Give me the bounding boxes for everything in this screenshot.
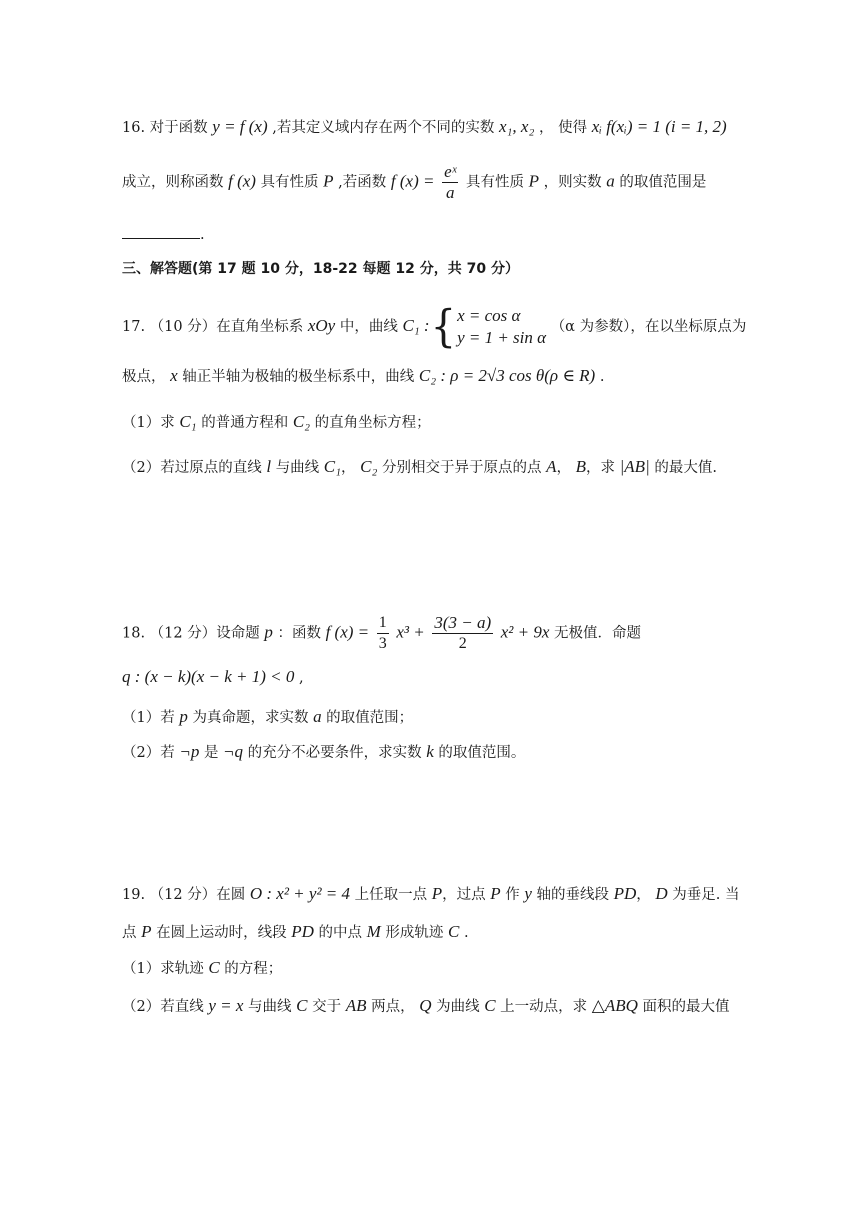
q18-fraction-2: [432, 613, 493, 654]
q17-line2: [122, 366, 604, 387]
answer-blank[interactable]: [122, 224, 200, 239]
q16-math: P: [323, 171, 334, 191]
q19-math: D: [655, 884, 668, 903]
q18-math: ¬p: [179, 742, 200, 761]
q18-math: x³ +: [396, 622, 425, 642]
fraction-numerator: 3(3 − a): [434, 613, 492, 632]
q16-text: 成立，则称函数: [122, 174, 224, 191]
q19-line2: [122, 922, 469, 943]
fraction-denominator: a: [445, 183, 455, 202]
q19-text: 的中点: [318, 925, 362, 941]
q16-text: 的取值范围是: [619, 174, 707, 191]
q17-text: ，: [556, 460, 572, 476]
q16-math: f (x): [228, 171, 256, 191]
q19-text: 上任取一点: [354, 887, 428, 903]
q16-text: .: [200, 227, 205, 243]
q19-line1: [122, 884, 740, 905]
q17-part2: [122, 457, 717, 478]
section-heading: 三、解答题(第 17 题 10 分，18-22 每题 12 分，共 70 分）: [122, 261, 519, 277]
q16-line2: [122, 162, 706, 203]
q17-math: C₁: [179, 412, 197, 431]
q18-text: ,: [294, 670, 304, 686]
q19-text: 面积的最大值: [642, 999, 730, 1015]
q19-text: 在圆上运动时，线段: [156, 925, 287, 941]
q17-text: ，: [341, 460, 356, 476]
q19-text: 作: [505, 887, 520, 903]
q17-text: （1）求: [122, 415, 175, 431]
q18-text: 的取值范围。: [438, 745, 526, 761]
q19-math: y = x: [208, 996, 244, 1015]
q17-text: .: [595, 369, 605, 385]
q18-fraction-1: [377, 613, 389, 654]
q16-text: ， 使得: [539, 120, 588, 136]
q17-text: 的直角坐标方程；: [314, 415, 431, 431]
fraction-numerator: 1: [377, 613, 389, 634]
q19-text: ，: [636, 887, 651, 903]
q17-math: xOy: [307, 316, 336, 335]
q19-text: .: [459, 925, 469, 941]
q16-fraction: [442, 162, 458, 203]
q18-text: （1）若: [122, 710, 175, 726]
q19-math: C: [208, 958, 220, 977]
q19-math: P: [490, 884, 501, 903]
q19-text: 为垂足. 当: [672, 887, 740, 903]
q18-math: k: [426, 742, 434, 761]
q16-math: P: [528, 171, 540, 191]
q17-text: 与曲线: [275, 460, 320, 476]
q17-text: （2）若过原点的直线: [122, 460, 262, 476]
q19-text: （2）若直线: [122, 999, 204, 1015]
q18-text: 无极值．命题: [554, 625, 642, 642]
q19-math: C: [296, 996, 308, 1015]
fraction-denominator: 2: [458, 635, 467, 652]
q17-math: C₂ : ρ = 2√3 cos θ(ρ ∈ R): [418, 366, 596, 385]
q17-math: l: [266, 457, 272, 476]
q18-math: p: [179, 707, 188, 726]
q19-text: 点: [122, 925, 137, 941]
q18-text: 的充分不必要条件，求实数: [247, 745, 422, 761]
q17-text: ，求: [586, 460, 616, 476]
q19-text: 交于: [312, 999, 342, 1015]
q17-math: A: [546, 457, 557, 476]
q19-math: C: [484, 996, 496, 1015]
fraction-numerator: eˣ: [444, 162, 457, 181]
q17-math: x: [170, 366, 178, 385]
q18-math: a: [313, 707, 322, 726]
q16-math: y = f (x): [212, 117, 268, 136]
q17-text: 的最大值.: [654, 460, 717, 476]
q19-math: M: [366, 922, 381, 941]
q19-part2: [122, 996, 729, 1017]
q18-math: q : (x − k)(x − k + 1) < 0: [122, 667, 295, 686]
q17-text: 的普通方程和: [201, 415, 289, 431]
case-line: x = cos α: [457, 306, 521, 325]
q19-math: O : x² + y² = 4: [249, 884, 351, 903]
q17-math: C₁: [323, 457, 342, 476]
q16-line1: [122, 117, 727, 138]
q16-line3: [122, 224, 205, 245]
q19-math: Q: [419, 996, 432, 1015]
q17-part1: [122, 412, 431, 433]
q18-math: x² + 9x: [500, 622, 550, 642]
q17-line1: [122, 301, 747, 353]
q18-line2: [122, 667, 304, 688]
q19-text: 形成轨迹: [385, 925, 444, 941]
q18-line1: [122, 613, 641, 654]
q17-text: 轴正半轴为极轴的极坐标系中，曲线: [182, 369, 415, 385]
q19-math: P: [141, 922, 152, 941]
q16-text: 具有性质: [466, 174, 525, 191]
q19-text: 为曲线: [436, 999, 480, 1015]
q16-text: 16. 对于函数: [122, 120, 208, 136]
q19-math: PD: [613, 884, 637, 903]
q19-math: P: [431, 884, 443, 903]
q18-text: ：函数: [277, 625, 321, 642]
q17-text: 分别相交于异于原点的点: [382, 460, 542, 476]
q17-math: C₁ :: [402, 316, 430, 335]
q16-math: a: [606, 171, 615, 191]
q18-text: 的取值范围；: [326, 710, 414, 726]
q19-text: （1）求轨迹: [122, 961, 204, 977]
q19-text: 19. （12 分）在圆: [122, 887, 246, 903]
q16-math: x₁, x₂: [498, 117, 535, 136]
q19-math: AB: [345, 996, 367, 1015]
q17-math: B: [575, 457, 587, 476]
fraction-denominator: 3: [378, 635, 387, 652]
q19-math: C: [448, 922, 460, 941]
case-line: y = 1 + sin α: [457, 328, 547, 347]
q18-math: p: [264, 622, 273, 642]
q19-text: ，过点: [442, 887, 486, 903]
q16-math: xᵢ f(xᵢ) = 1 (i = 1, 2): [591, 117, 727, 136]
q17-math: C₂: [360, 457, 378, 476]
q19-text: 轴的垂线段: [536, 887, 609, 903]
q17-text: 极点，: [122, 369, 166, 385]
q16-math: f (x) =: [390, 171, 435, 191]
q17-math: |AB|: [619, 457, 650, 476]
q16-text: 具有性质: [260, 174, 319, 191]
q16-text: ,若其定义域内存在两个不同的实数: [272, 120, 495, 136]
q18-part2: [122, 742, 525, 763]
q19-text: 上一动点，求: [500, 999, 588, 1015]
q19-part1: [122, 958, 282, 979]
q18-text: 是: [203, 745, 219, 761]
q18-text: 为真命题，求实数: [192, 710, 309, 726]
q16-text: ,若函数: [338, 174, 387, 191]
q17-cases: [457, 305, 546, 349]
q16-text: ，则实数: [543, 174, 602, 191]
q17-text: 17. （10 分）在直角坐标系: [122, 319, 304, 335]
q17-text: 中，曲线: [339, 319, 398, 335]
q18-math: ¬q: [223, 742, 244, 761]
q18-part1: [122, 707, 413, 728]
q19-text: 两点，: [371, 999, 415, 1015]
q19-math: △ABQ: [591, 996, 638, 1015]
q19-math: PD: [291, 922, 314, 941]
q17-text: （α 为参数），在以坐标原点为: [550, 319, 747, 335]
left-brace-icon: {: [430, 301, 457, 353]
q18-text: （2）若: [122, 745, 175, 761]
q17-math: C₂: [292, 412, 311, 431]
q19-text: 与曲线: [248, 999, 292, 1015]
q19-text: 的方程；: [224, 961, 283, 977]
q18-math: f (x) =: [325, 622, 370, 642]
q18-text: 18. （12 分）设命题: [122, 625, 260, 642]
q19-math: y: [524, 884, 532, 903]
